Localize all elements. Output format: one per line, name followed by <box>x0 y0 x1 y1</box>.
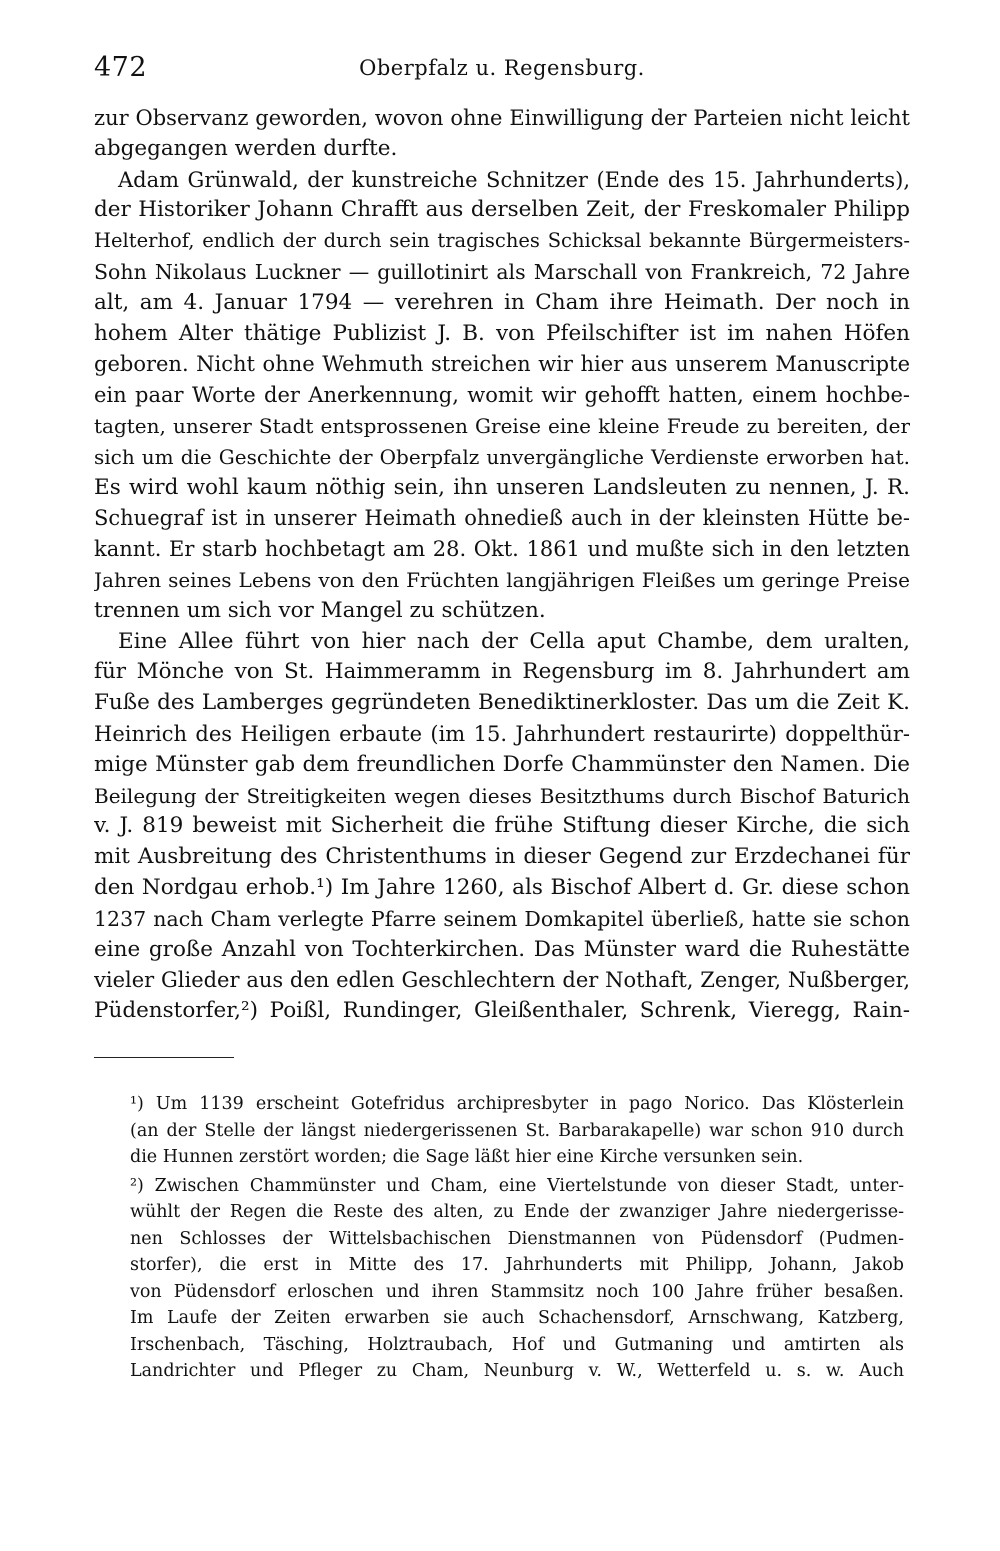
text-line: ein paar Worte der Anerkennung, womit wir gehofft hatten, einem hochbe- <box>94 383 910 408</box>
text-line: eine große Anzahl von Tochterkirchen. Das Münster ward die Ruhestätte <box>94 936 910 962</box>
footnote-line: wühlt der Regen die Reste des alten, zu Ende der zwanziger Jahre niedergerisse- <box>130 1202 904 1222</box>
footnote-line: ¹) Um 1139 erscheint Gotefridus archipresbyter in pago Norico. Das Klösterlein <box>130 1094 904 1114</box>
text-line: geboren. Nicht ohne Wehmuth streichen wir hier aus unserem Manuscripte <box>94 352 910 377</box>
text-line: 1237 nach Cham verlegte Pfarre seinem Domkapitel überließ, hatte sie schon <box>94 906 910 931</box>
text-line: kannt. Er starb hochbetagt am 28. Okt. 1861 und mußte sich in den letzten <box>94 537 910 562</box>
text-line: vieler Glieder aus den edlen Geschlechtern der Nothaft, Zenger, Nußberger, <box>94 968 910 993</box>
footnote-2 <box>130 1173 904 1385</box>
text-line: Beilegung der Streitigkeiten wegen dieses Besitzthums durch Bischof Baturich <box>94 783 910 808</box>
text-line: sich um die Geschichte der Oberpfalz unvergängliche Verdienste erworben hat. <box>94 444 910 469</box>
text-line: Helterhof, endlich der durch sein tragisches Schicksal bekannte Bürgermeisters- <box>94 229 910 253</box>
footnote-line: von Püdensdorf erloschen und ihren Stammsitz noch 100 Jahre früher besaßen. <box>130 1281 904 1302</box>
footnote-line: (an der Stelle der längst niedergerissenen St. Barbarakapelle) war schon 910 durch <box>130 1120 904 1141</box>
text-line: zur Observanz geworden, wovon ohne Einwilligung der Parteien nicht leicht <box>94 106 910 130</box>
footnote-separator <box>94 1057 234 1058</box>
text-line: Heinrich des Heiligen erbaute (im 15. Jahrhundert restaurirte) doppelthür- <box>94 721 910 746</box>
text-line: Püdenstorfer,²) Poißl, Rundinger, Gleißenthaler, Schrenk, Vieregg, Rain- <box>94 998 910 1024</box>
text-line: abgegangen werden durfte. <box>94 135 398 161</box>
footnote-line: die Hunnen zerstört worden; die Sage läßt hier eine Kirche versunken sein. <box>130 1147 804 1167</box>
text-line: der Historiker Johann Chrafft aus derselben Zeit, der Freskomaler Philipp <box>94 197 910 223</box>
footnote-line: nen Schlosses der Wittelsbachischen Dienstmannen von Püdensdorf (Pudmen- <box>130 1228 904 1249</box>
text-line: Jahren seines Lebens von den Früchten langjährigen Fleißes um geringe Preise <box>94 567 910 592</box>
text-line: mige Münster gab dem freundlichen Dorfe Chammünster den Namen. Die <box>94 751 910 777</box>
footnote-1 <box>130 1091 904 1171</box>
footnote-line: Irschenbach, Täsching, Holztraubach, Hof und Gutmaning und amtirten als <box>130 1334 904 1355</box>
text-line: Adam Grünwald, der kunstreiche Schnitzer (Ende des 15. Jahrhunderts), <box>118 167 910 192</box>
text-line: Sohn Nikolaus Luckner — guillotinirt als Marschall von Frankreich, 72 Jahre <box>94 259 910 284</box>
footnote-line: storfer), die erst in Mitte des 17. Jahrhunderts mit Philipp, Johann, Jakob <box>130 1255 904 1275</box>
text-line: v. J. 819 beweist mit Sicherheit die frühe Stiftung dieser Kirche, die sich <box>94 813 910 839</box>
text-line: alt, am 4. Januar 1794 — verehren in Cham ihre Heimath. Der noch in <box>94 289 910 315</box>
text-line: trennen um sich vor Mangel zu schützen. <box>94 597 546 623</box>
footnote-line: Landrichter und Pfleger zu Cham, Neunburg v. W., Wetterfeld u. s. w. Auch <box>130 1361 904 1381</box>
text-line: hohem Alter thätige Publizist J. B. von Pfeilschifter ist im nahen Höfen <box>94 320 910 346</box>
text-line: für Mönche von St. Haimmeramm in Regensburg im 8. Jahrhundert am <box>94 659 910 685</box>
footnotes <box>130 1091 904 1385</box>
running-title: Oberpfalz u. Regensburg. <box>359 56 645 80</box>
text-line: Schuegraf ist in unserer Heimath ohnedieß auch in der kleinsten Hütte be- <box>94 506 910 531</box>
text-line: den Nordgau erhob.¹) Im Jahre 1260, als Bischof Albert d. Gr. diese schon <box>94 874 910 900</box>
page-number: 472 <box>94 52 148 83</box>
footnote-line: Im Laufe der Zeiten erwarben sie auch Schachensdorf, Arnschwang, Katzberg, <box>130 1308 904 1328</box>
text-line: Es wird wohl kaum nöthig sein, ihn unseren Landsleuten zu nennen, J. R. <box>94 474 910 500</box>
text-line: Eine Allee führt von hier nach der Cella aput Chambe, dem uralten, <box>118 628 910 654</box>
text-line: tagten, unserer Stadt entsprossenen Greise eine kleine Freude zu bereiten, der <box>94 413 910 438</box>
footnote-line: ²) Zwischen Chammünster und Cham, eine Viertelstunde von dieser Stadt, unter- <box>130 1175 904 1196</box>
text-line: mit Ausbreitung des Christenthums in dieser Gegend zur Erzdechanei für <box>94 844 910 870</box>
main-text <box>94 103 910 1027</box>
text-line: Fuße des Lamberges gegründeten Benediktinerkloster. Das um die Zeit K. <box>94 690 910 716</box>
page-header <box>94 52 910 92</box>
